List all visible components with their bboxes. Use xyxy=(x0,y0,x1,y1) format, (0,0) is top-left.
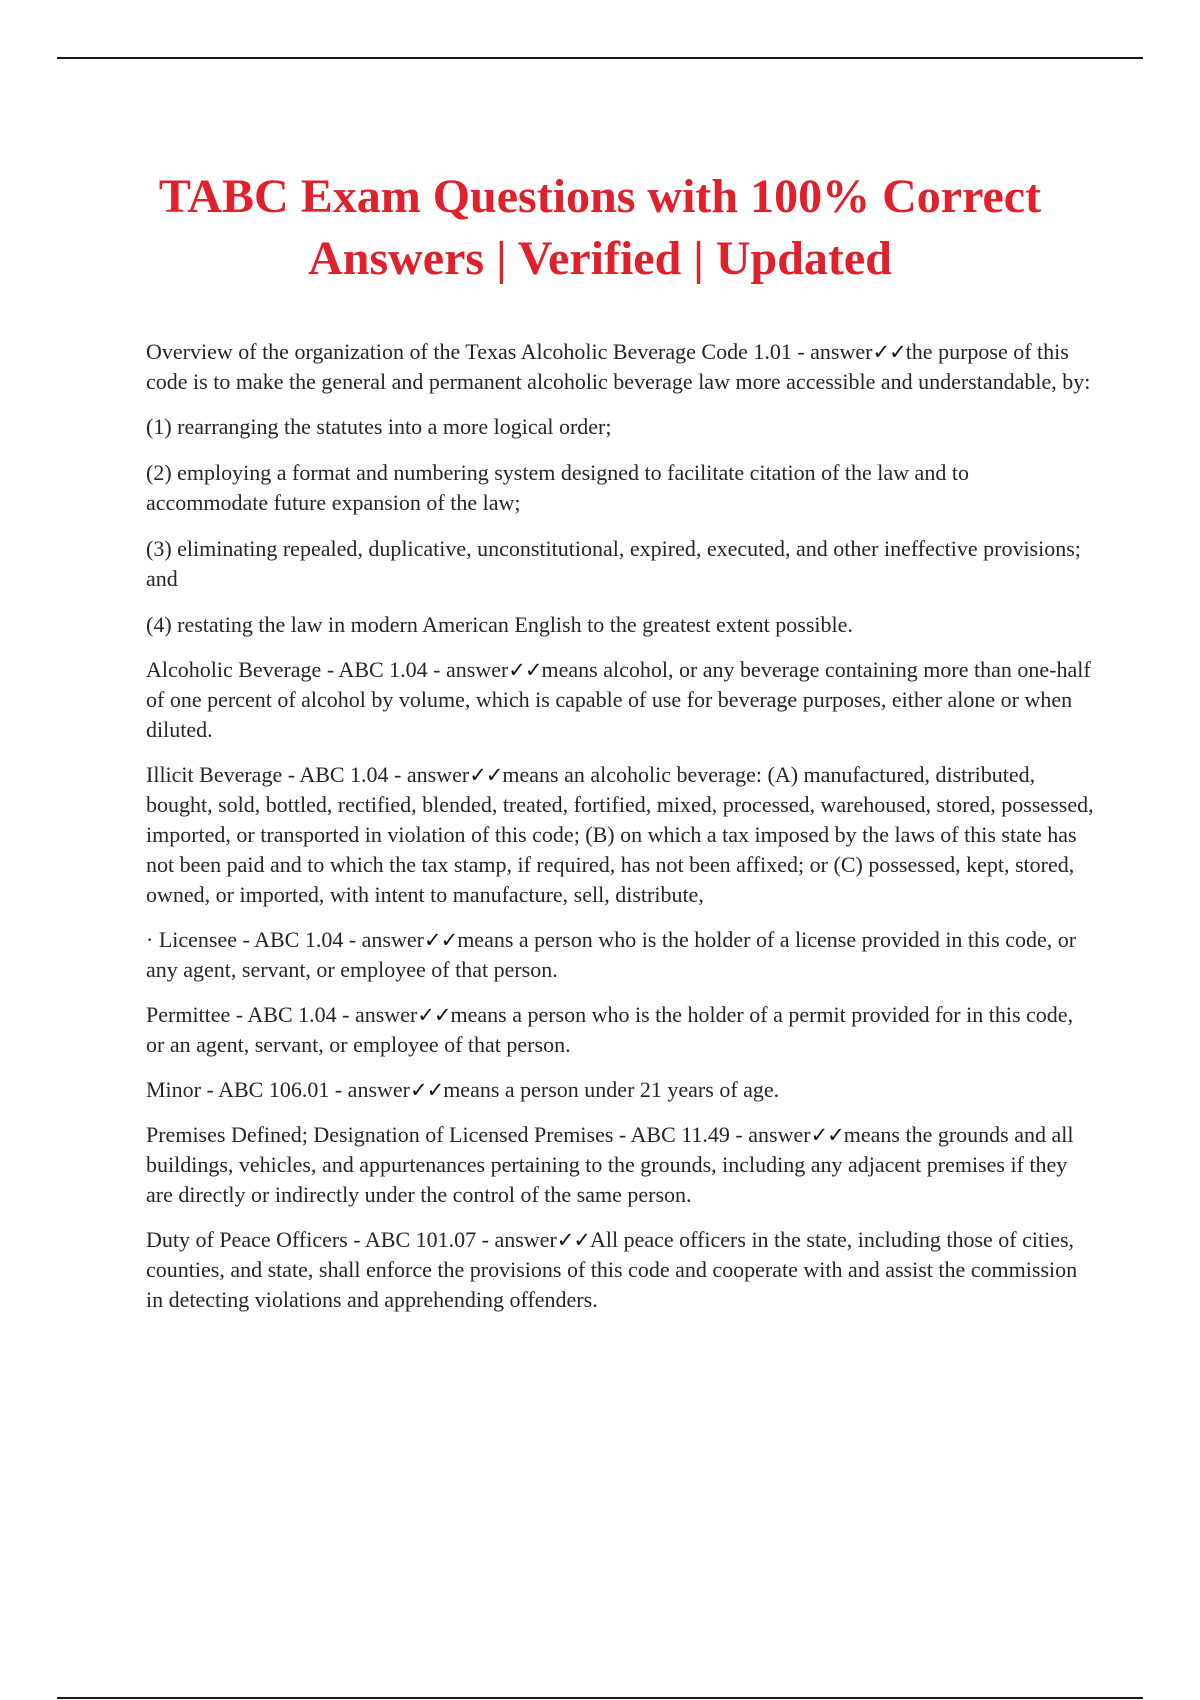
document-title: TABC Exam Questions with 100% Correct Answers | Verified | Updated xyxy=(158,170,1042,285)
checkmark-icon: ✓✓ xyxy=(423,928,458,952)
entry-answer: All peace officers in the state, including those of cities, counties, and state, shall enforce the provisions of this code and cooperate with and assist the commission in detecting violations and apprehending offenders. xyxy=(146,1227,1078,1312)
entry-answer: means the grounds and all buildings, vehicles, and appurtenances pertaining to the grounds, including any adjacent premises if they are directly or indirectly under the control of the same person. xyxy=(146,1122,1074,1207)
entry-peace-officers xyxy=(146,1225,1096,1315)
entry-term: Premises Defined; Designation of Licensed Premises - ABC 11.49 - answer xyxy=(146,1122,811,1147)
checkmark-icon: ✓✓ xyxy=(556,1228,590,1252)
checkmark-icon: ✓✓ xyxy=(508,658,542,682)
checkmark-icon: ✓✓ xyxy=(810,1123,844,1147)
list-item: (1) rearranging the statutes into a more logical order; xyxy=(146,414,612,439)
entry-minor xyxy=(146,1075,1096,1105)
entry-answer: the purpose of this code is to make the general and permanent alcoholic beverage law more accessible and understandable, by: xyxy=(146,339,1091,394)
checkmark-icon: ✓✓ xyxy=(872,340,906,364)
entry-answer: means a person who is the holder of a license provided in this code, or any agent, servant, or employee of that person. xyxy=(146,927,1077,982)
entry-answer: means a person who is the holder of a permit provided for in this code, or an agent, servant, or employee of that person. xyxy=(146,1002,1074,1057)
checkmark-icon: ✓✓ xyxy=(417,1003,451,1027)
entry-term: Overview of the organization of the Texas Alcoholic Beverage Code 1.01 - answer xyxy=(146,339,873,364)
entry-alcoholic-beverage xyxy=(146,655,1096,745)
entry-term: Permittee - ABC 1.04 - answer xyxy=(146,1002,418,1027)
top-rule xyxy=(57,57,1143,59)
entry-term: Alcoholic Beverage - ABC 1.04 - answer xyxy=(146,657,509,682)
checkmark-icon: ✓✓ xyxy=(409,1078,444,1102)
entry-term: Minor - ABC 106.01 - answer xyxy=(146,1077,410,1102)
entry-term: · Licensee - ABC 1.04 - answer xyxy=(146,927,424,952)
list-item: (4) restating the law in modern American English to the greatest extent possible. xyxy=(146,612,853,637)
checkmark-icon: ✓✓ xyxy=(469,763,503,787)
document-body xyxy=(146,337,1096,1330)
list-item: (3) eliminating repealed, duplicative, unconstitutional, expired, executed, and other ineffective provisions; and xyxy=(146,536,1081,591)
entry-term: Duty of Peace Officers - ABC 101.07 - answer xyxy=(146,1227,557,1252)
entry-overview xyxy=(146,337,1096,397)
entry-illicit-beverage xyxy=(146,760,1096,910)
entry-licensee xyxy=(146,925,1096,985)
list-item: (2) employing a format and numbering system designed to facilitate citation of the law and to accommodate future expansion of the law; xyxy=(146,460,969,515)
entry-answer: means an alcoholic beverage: (A) manufactured, distributed, bought, sold, bottled, rectified, blended, treated, fortified, mixed, processed, warehoused, stored, possessed, imported, or transported in violation of this code; (B) on which a tax imposed by the laws of this state has not been paid and to which the tax stamp, if required, has not been affixed; or (C) possessed, kept, stored, owned, or imported, with intent to manufacture, sell, distribute, xyxy=(146,762,1094,907)
bottom-rule xyxy=(57,1697,1143,1699)
entry-permittee xyxy=(146,1000,1096,1060)
entry-term: Illicit Beverage - ABC 1.04 - answer xyxy=(146,762,470,787)
entry-answer: means alcohol, or any beverage containing more than one-half of one percent of alcohol by volume, which is capable of use for beverage purposes, either alone or when diluted. xyxy=(146,657,1091,742)
entry-premises xyxy=(146,1120,1096,1210)
entry-answer: means a person under 21 years of age. xyxy=(443,1077,780,1102)
